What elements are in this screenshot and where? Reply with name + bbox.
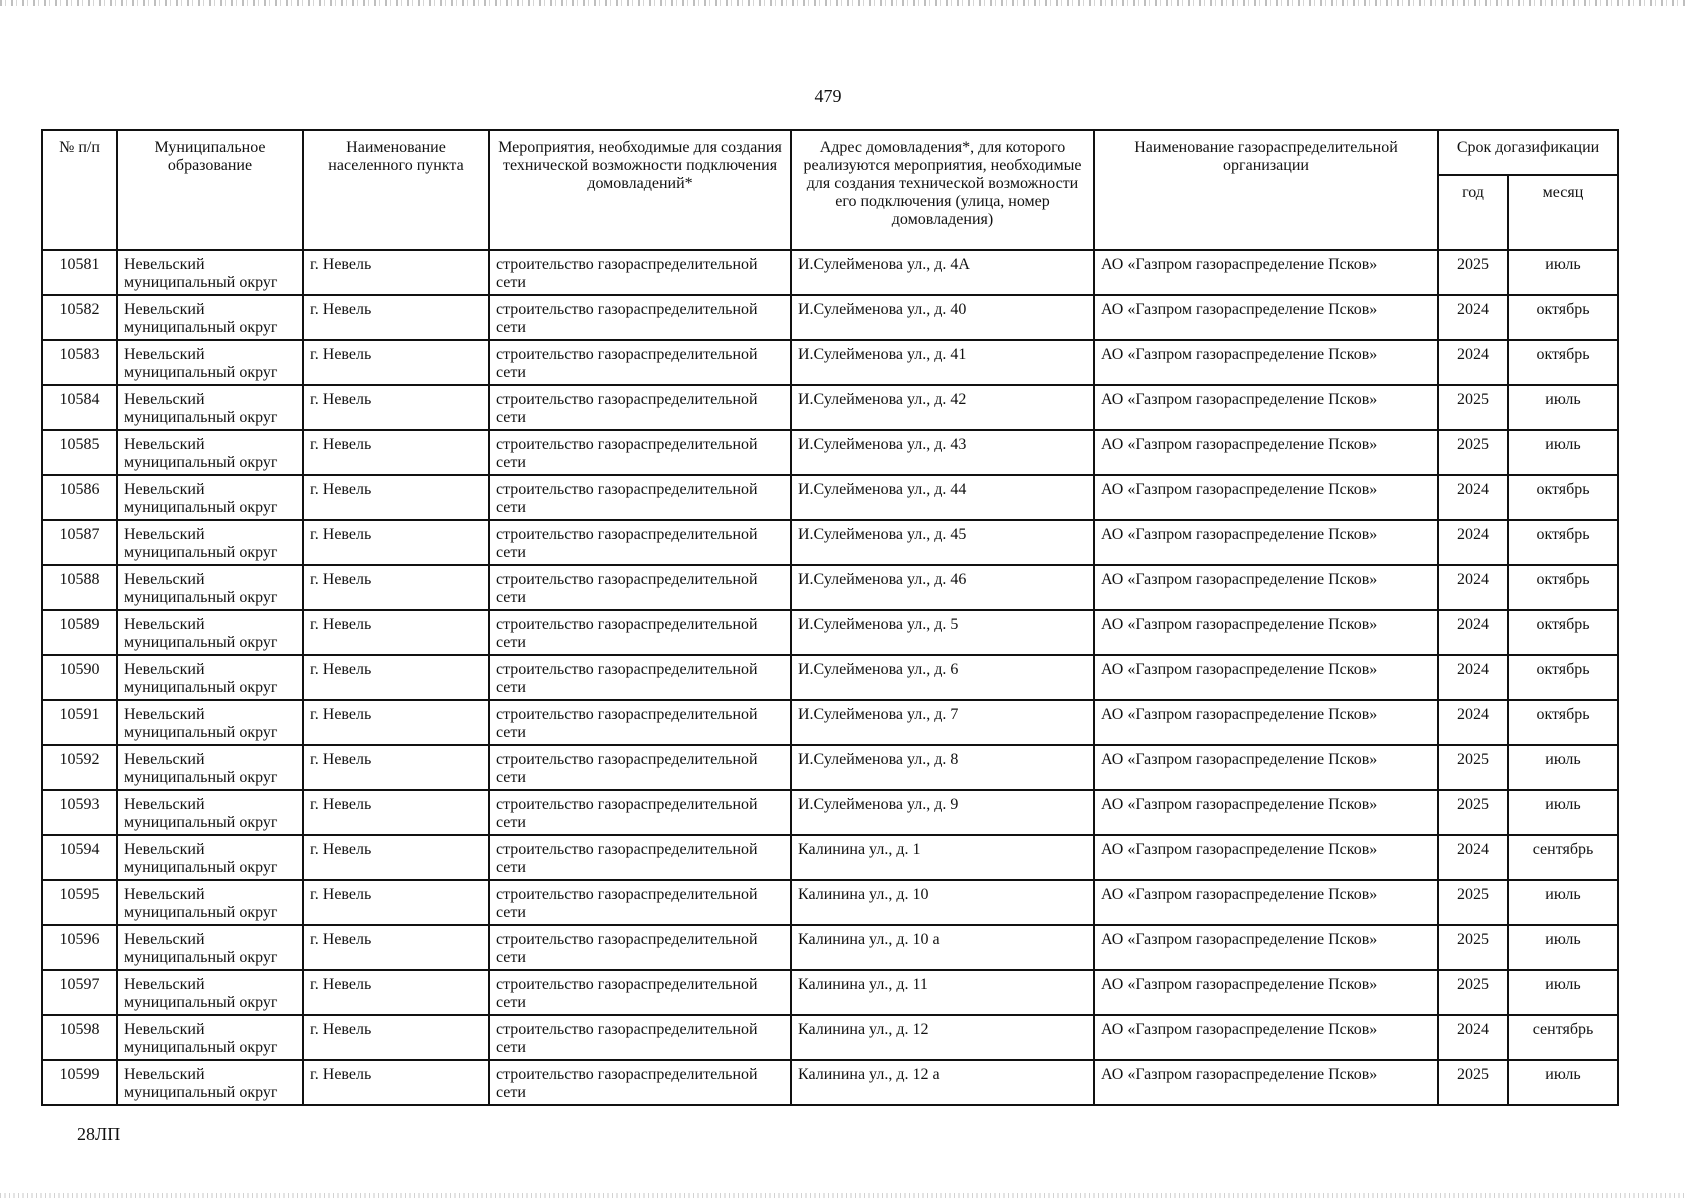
cell-measure: строительство газораспределительной сети	[489, 250, 791, 295]
cell-settlement: г. Невель	[303, 475, 489, 520]
cell-measure: строительство газораспределительной сети	[489, 565, 791, 610]
cell-address: Калинина ул., д. 12 а	[791, 1060, 1094, 1105]
cell-address: И.Сулейменова ул., д. 8	[791, 745, 1094, 790]
cell-settlement: г. Невель	[303, 430, 489, 475]
cell-municipality: Невельский муниципальный округ	[117, 790, 303, 835]
table-row	[42, 700, 1618, 745]
table-row	[42, 520, 1618, 565]
cell-settlement: г. Невель	[303, 700, 489, 745]
cell-num: 10597	[42, 970, 117, 1015]
cell-measure: строительство газораспределительной сети	[489, 790, 791, 835]
cell-municipality: Невельский муниципальный округ	[117, 880, 303, 925]
cell-num: 10584	[42, 385, 117, 430]
cell-settlement: г. Невель	[303, 1060, 489, 1105]
cell-measure: строительство газораспределительной сети	[489, 880, 791, 925]
cell-num: 10593	[42, 790, 117, 835]
header-year: год	[1438, 175, 1508, 250]
cell-measure: строительство газораспределительной сети	[489, 475, 791, 520]
cell-measure: строительство газораспределительной сети	[489, 835, 791, 880]
cell-month: октябрь	[1508, 700, 1618, 745]
cell-settlement: г. Невель	[303, 880, 489, 925]
cell-municipality: Невельский муниципальный округ	[117, 385, 303, 430]
cell-year: 2024	[1438, 340, 1508, 385]
cell-num: 10589	[42, 610, 117, 655]
cell-organization: АО «Газпром газораспределение Псков»	[1094, 340, 1438, 385]
cell-num: 10598	[42, 1015, 117, 1060]
cell-num: 10585	[42, 430, 117, 475]
cell-month: июль	[1508, 790, 1618, 835]
cell-organization: АО «Газпром газораспределение Псков»	[1094, 1060, 1438, 1105]
table-row	[42, 745, 1618, 790]
table-header	[42, 130, 1618, 250]
cell-month: октябрь	[1508, 475, 1618, 520]
page-number: 479	[814, 86, 842, 106]
cell-settlement: г. Невель	[303, 790, 489, 835]
cell-municipality: Невельский муниципальный округ	[117, 430, 303, 475]
gasification-table	[41, 129, 1619, 1106]
cell-num: 10596	[42, 925, 117, 970]
table-row	[42, 1015, 1618, 1060]
cell-month: июль	[1508, 880, 1618, 925]
cell-month: июль	[1508, 430, 1618, 475]
cell-address: И.Сулейменова ул., д. 40	[791, 295, 1094, 340]
header-organization: Наименование газораспределительной организации	[1094, 130, 1438, 250]
cell-num: 10595	[42, 880, 117, 925]
cell-address: И.Сулейменова ул., д. 46	[791, 565, 1094, 610]
cell-month: июль	[1508, 925, 1618, 970]
header-measures: Мероприятия, необходимые для создания технической возможности подключения домовладений*	[489, 130, 791, 250]
scan-edge-bottom	[0, 1193, 1686, 1198]
cell-year: 2024	[1438, 475, 1508, 520]
cell-month: июль	[1508, 970, 1618, 1015]
cell-settlement: г. Невель	[303, 655, 489, 700]
table-row	[42, 430, 1618, 475]
cell-municipality: Невельский муниципальный округ	[117, 1015, 303, 1060]
cell-municipality: Невельский муниципальный округ	[117, 295, 303, 340]
cell-month: июль	[1508, 250, 1618, 295]
cell-address: И.Сулейменова ул., д. 5	[791, 610, 1094, 655]
cell-settlement: г. Невель	[303, 1015, 489, 1060]
table-row	[42, 340, 1618, 385]
cell-measure: строительство газораспределительной сети	[489, 520, 791, 565]
cell-settlement: г. Невель	[303, 565, 489, 610]
cell-settlement: г. Невель	[303, 340, 489, 385]
cell-organization: АО «Газпром газораспределение Псков»	[1094, 880, 1438, 925]
cell-settlement: г. Невель	[303, 745, 489, 790]
cell-month: июль	[1508, 385, 1618, 430]
cell-municipality: Невельский муниципальный округ	[117, 745, 303, 790]
cell-year: 2025	[1438, 385, 1508, 430]
table-row	[42, 475, 1618, 520]
cell-municipality: Невельский муниципальный округ	[117, 1060, 303, 1105]
cell-year: 2025	[1438, 1060, 1508, 1105]
cell-organization: АО «Газпром газораспределение Псков»	[1094, 565, 1438, 610]
cell-address: Калинина ул., д. 1	[791, 835, 1094, 880]
cell-month: сентябрь	[1508, 835, 1618, 880]
cell-organization: АО «Газпром газораспределение Псков»	[1094, 295, 1438, 340]
cell-measure: строительство газораспределительной сети	[489, 1015, 791, 1060]
cell-organization: АО «Газпром газораспределение Псков»	[1094, 745, 1438, 790]
table-row	[42, 250, 1618, 295]
table-row	[42, 655, 1618, 700]
cell-measure: строительство газораспределительной сети	[489, 430, 791, 475]
cell-num: 10581	[42, 250, 117, 295]
cell-year: 2025	[1438, 925, 1508, 970]
table-body	[42, 250, 1618, 1105]
cell-municipality: Невельский муниципальный округ	[117, 520, 303, 565]
cell-year: 2024	[1438, 1015, 1508, 1060]
cell-settlement: г. Невель	[303, 610, 489, 655]
cell-num: 10599	[42, 1060, 117, 1105]
cell-address: И.Сулейменова ул., д. 45	[791, 520, 1094, 565]
cell-settlement: г. Невель	[303, 970, 489, 1015]
table-row	[42, 295, 1618, 340]
header-municipality: Муниципальное образование	[117, 130, 303, 250]
cell-month: сентябрь	[1508, 1015, 1618, 1060]
cell-settlement: г. Невель	[303, 520, 489, 565]
table-row	[42, 880, 1618, 925]
cell-num: 10582	[42, 295, 117, 340]
header-deadline: Срок догазификации	[1438, 130, 1618, 175]
cell-organization: АО «Газпром газораспределение Псков»	[1094, 835, 1438, 880]
cell-year: 2024	[1438, 520, 1508, 565]
cell-address: Калинина ул., д. 12	[791, 1015, 1094, 1060]
cell-organization: АО «Газпром газораспределение Псков»	[1094, 520, 1438, 565]
cell-organization: АО «Газпром газораспределение Псков»	[1094, 790, 1438, 835]
cell-num: 10583	[42, 340, 117, 385]
table-row	[42, 565, 1618, 610]
cell-organization: АО «Газпром газораспределение Псков»	[1094, 925, 1438, 970]
header-address: Адрес домовладения*, для которого реализуются мероприятия, необходимые для создания технической возможности его подключения (улица, номер домовладения)	[791, 130, 1094, 250]
cell-municipality: Невельский муниципальный округ	[117, 475, 303, 520]
cell-measure: строительство газораспределительной сети	[489, 970, 791, 1015]
cell-num: 10590	[42, 655, 117, 700]
cell-year: 2025	[1438, 430, 1508, 475]
cell-organization: АО «Газпром газораспределение Псков»	[1094, 700, 1438, 745]
cell-measure: строительство газораспределительной сети	[489, 700, 791, 745]
cell-month: октябрь	[1508, 520, 1618, 565]
cell-address: Калинина ул., д. 10 а	[791, 925, 1094, 970]
cell-settlement: г. Невель	[303, 835, 489, 880]
cell-address: И.Сулейменова ул., д. 41	[791, 340, 1094, 385]
cell-settlement: г. Невель	[303, 925, 489, 970]
cell-municipality: Невельский муниципальный округ	[117, 340, 303, 385]
cell-month: октябрь	[1508, 565, 1618, 610]
cell-municipality: Невельский муниципальный округ	[117, 610, 303, 655]
cell-num: 10588	[42, 565, 117, 610]
cell-num: 10586	[42, 475, 117, 520]
table-row	[42, 835, 1618, 880]
cell-organization: АО «Газпром газораспределение Псков»	[1094, 1015, 1438, 1060]
cell-settlement: г. Невель	[303, 385, 489, 430]
table-row	[42, 970, 1618, 1015]
cell-address: И.Сулейменова ул., д. 42	[791, 385, 1094, 430]
cell-month: июль	[1508, 745, 1618, 790]
cell-year: 2024	[1438, 700, 1508, 745]
cell-municipality: Невельский муниципальный округ	[117, 835, 303, 880]
cell-year: 2024	[1438, 610, 1508, 655]
cell-measure: строительство газораспределительной сети	[489, 295, 791, 340]
cell-settlement: г. Невель	[303, 250, 489, 295]
header-month: месяц	[1508, 175, 1618, 250]
header-num: № п/п	[42, 130, 117, 250]
cell-measure: строительство газораспределительной сети	[489, 745, 791, 790]
cell-address: И.Сулейменова ул., д. 4А	[791, 250, 1094, 295]
cell-address: И.Сулейменова ул., д. 44	[791, 475, 1094, 520]
cell-year: 2025	[1438, 970, 1508, 1015]
cell-year: 2024	[1438, 655, 1508, 700]
cell-organization: АО «Газпром газораспределение Псков»	[1094, 970, 1438, 1015]
cell-year: 2024	[1438, 565, 1508, 610]
cell-organization: АО «Газпром газораспределение Псков»	[1094, 610, 1438, 655]
cell-municipality: Невельский муниципальный округ	[117, 565, 303, 610]
cell-measure: строительство газораспределительной сети	[489, 1060, 791, 1105]
cell-num: 10591	[42, 700, 117, 745]
cell-address: Калинина ул., д. 10	[791, 880, 1094, 925]
cell-year: 2025	[1438, 790, 1508, 835]
cell-organization: АО «Газпром газораспределение Псков»	[1094, 250, 1438, 295]
cell-measure: строительство газораспределительной сети	[489, 610, 791, 655]
header-settlement: Наименование населенного пункта	[303, 130, 489, 250]
cell-address: И.Сулейменова ул., д. 6	[791, 655, 1094, 700]
scan-edge-top	[0, 0, 1686, 6]
cell-municipality: Невельский муниципальный округ	[117, 700, 303, 745]
table-row	[42, 610, 1618, 655]
cell-month: июль	[1508, 1060, 1618, 1105]
cell-settlement: г. Невель	[303, 295, 489, 340]
cell-organization: АО «Газпром газораспределение Псков»	[1094, 475, 1438, 520]
cell-address: И.Сулейменова ул., д. 9	[791, 790, 1094, 835]
table-row	[42, 925, 1618, 970]
cell-year: 2024	[1438, 295, 1508, 340]
cell-month: октябрь	[1508, 295, 1618, 340]
cell-year: 2024	[1438, 835, 1508, 880]
cell-address: И.Сулейменова ул., д. 7	[791, 700, 1094, 745]
cell-address: И.Сулейменова ул., д. 43	[791, 430, 1094, 475]
table-row	[42, 1060, 1618, 1105]
table-row	[42, 385, 1618, 430]
cell-month: октябрь	[1508, 655, 1618, 700]
cell-year: 2025	[1438, 250, 1508, 295]
cell-municipality: Невельский муниципальный округ	[117, 970, 303, 1015]
cell-num: 10587	[42, 520, 117, 565]
table-row	[42, 790, 1618, 835]
cell-municipality: Невельский муниципальный округ	[117, 250, 303, 295]
cell-measure: строительство газораспределительной сети	[489, 385, 791, 430]
cell-organization: АО «Газпром газораспределение Псков»	[1094, 385, 1438, 430]
cell-month: октябрь	[1508, 610, 1618, 655]
cell-address: Калинина ул., д. 11	[791, 970, 1094, 1015]
cell-num: 10594	[42, 835, 117, 880]
cell-municipality: Невельский муниципальный округ	[117, 655, 303, 700]
cell-year: 2025	[1438, 880, 1508, 925]
cell-measure: строительство газораспределительной сети	[489, 340, 791, 385]
cell-measure: строительство газораспределительной сети	[489, 925, 791, 970]
cell-organization: АО «Газпром газораспределение Псков»	[1094, 655, 1438, 700]
document-code: 28ЛП	[77, 1124, 121, 1144]
cell-organization: АО «Газпром газораспределение Псков»	[1094, 430, 1438, 475]
cell-municipality: Невельский муниципальный округ	[117, 925, 303, 970]
cell-measure: строительство газораспределительной сети	[489, 655, 791, 700]
cell-month: октябрь	[1508, 340, 1618, 385]
cell-num: 10592	[42, 745, 117, 790]
cell-year: 2025	[1438, 745, 1508, 790]
